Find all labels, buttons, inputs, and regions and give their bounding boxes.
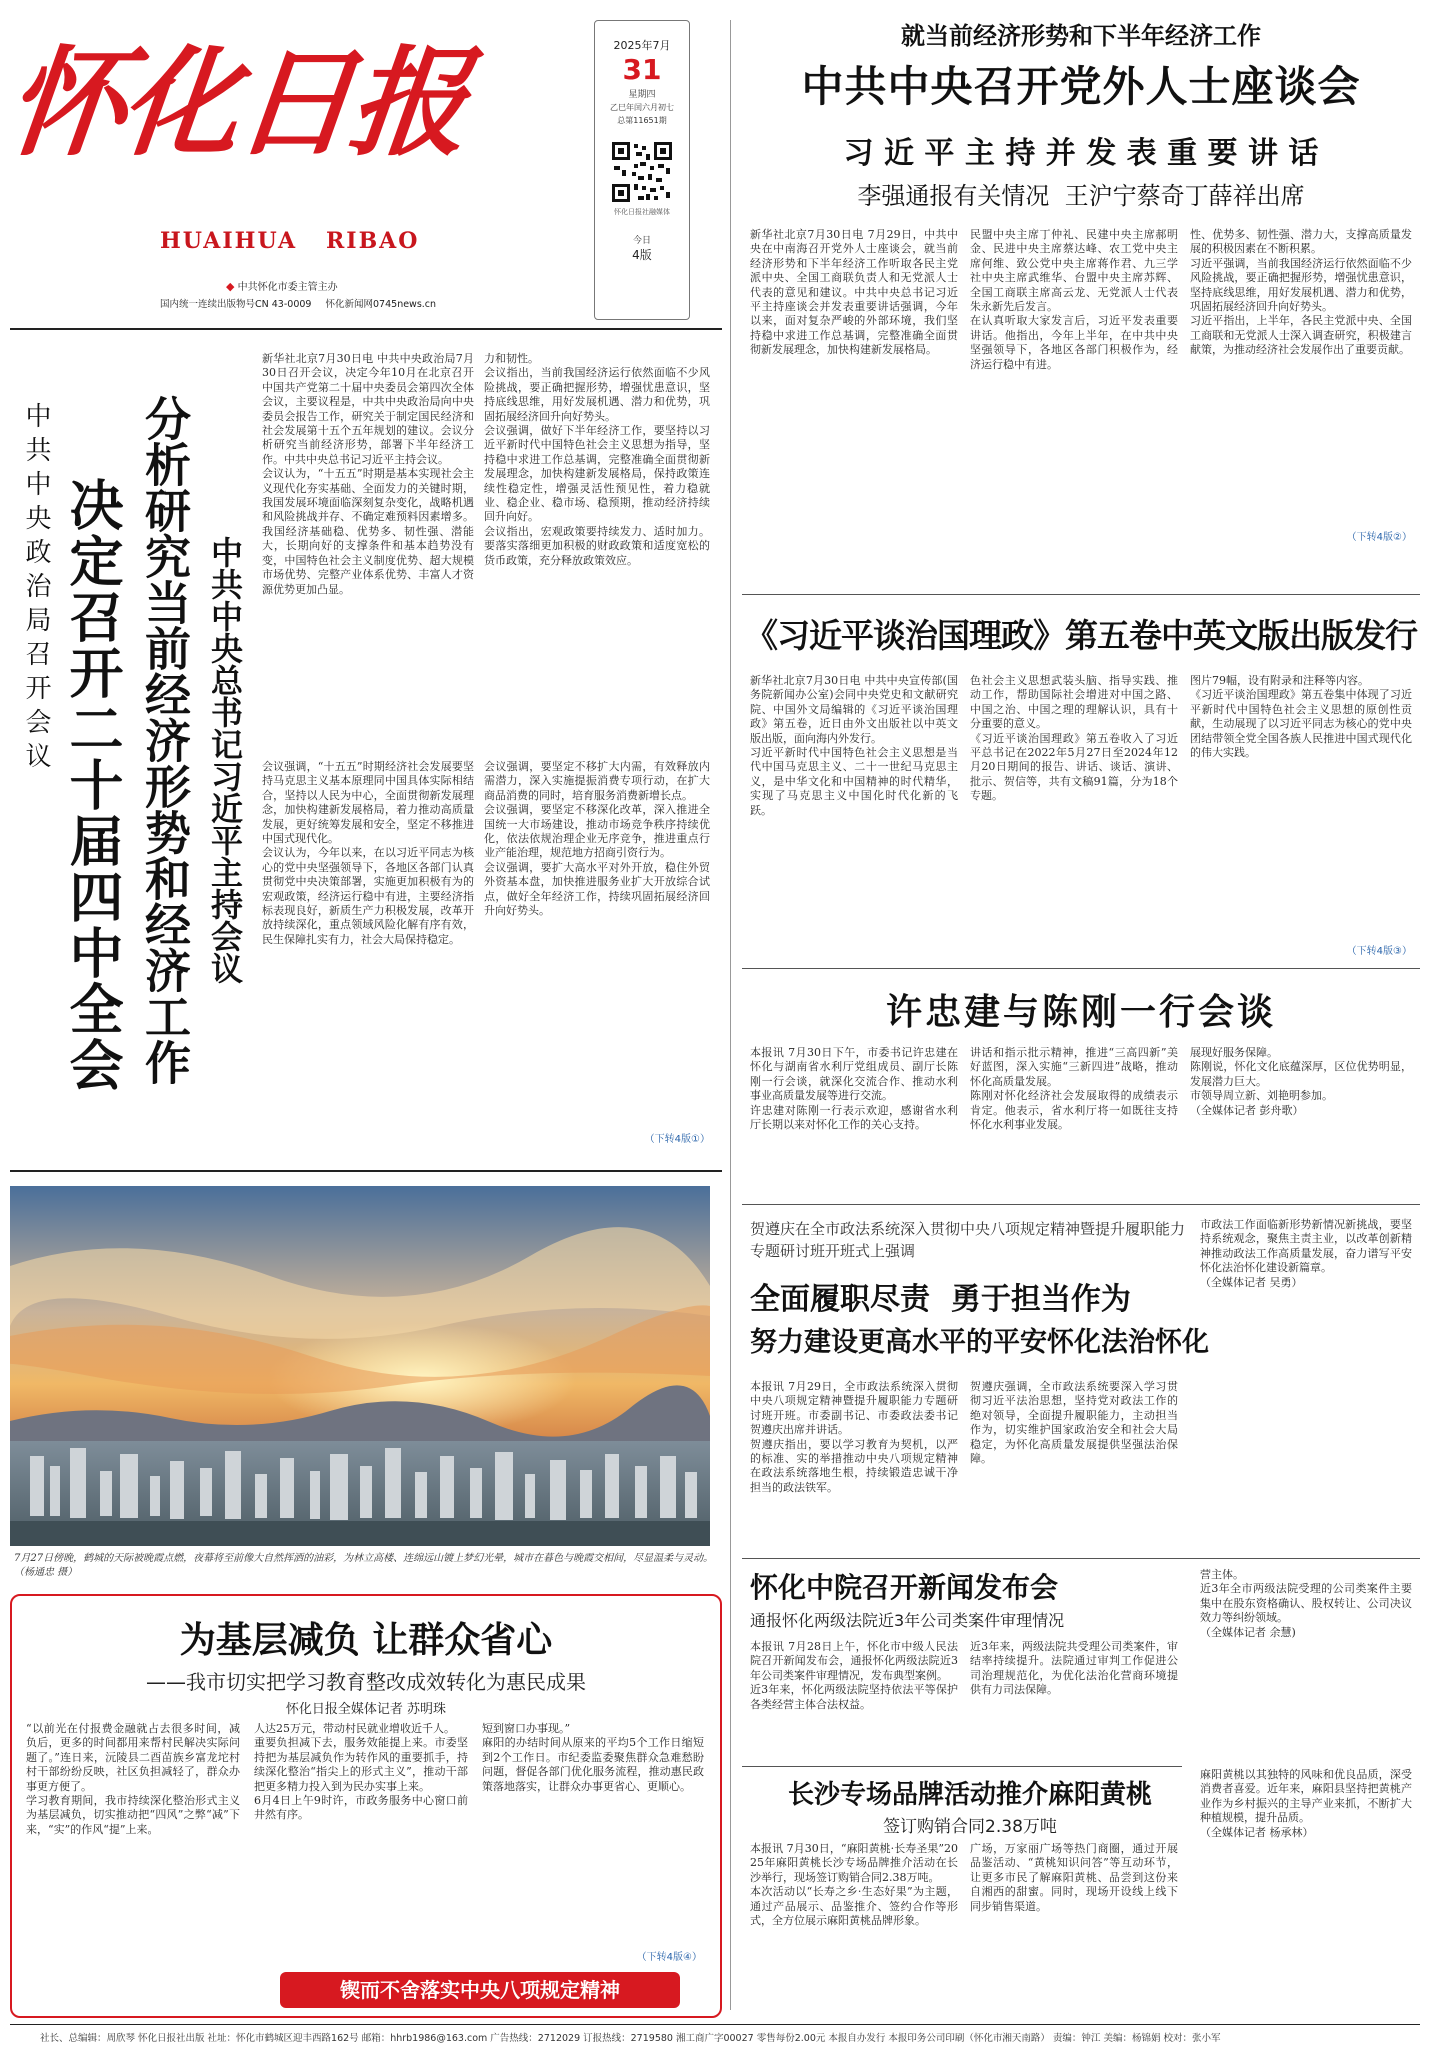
photo-caption	[14, 1552, 714, 1580]
rule-after-legal	[742, 1558, 1420, 1559]
court-body-col2: 近3年来，两级法院共受理公司类案件，审结率持续提升。法院通过审判工作促进公司治理规范化，为优化法治化营商环境提供有力司法保障。	[970, 1640, 1178, 1697]
lead-body-col4: 会议强调，要坚定不移扩大内需，有效释放内需潜力，深入实施提振消费专项行动，在扩大商品消费的同时，培育服务消费新增长点。 会议强调，要坚定不移深化改革，深入推进全国统一大市场建设，推动市场竞争秩序持续优化，依法依规治理企业无序竞争，推进重点行业产能治理，规范地方招商引资行为。 会议强调，要扩大高水平对外开放，稳住外贸外资基本盘，加快推进服务业扩大开放综合试点，做好全年经济工作，持续巩固拓展经济回升向好势头。	[484, 760, 710, 918]
footer-rule	[10, 2024, 1420, 2025]
sponsor-icon: ◆	[226, 280, 235, 293]
photo-caption-text: 7月27日傍晚，鹤城的天际被晚霞点燃，夜幕将至前像大自然挥洒的油彩，为林立高楼、连绵远山镀上梦幻光晕，城市在暮色与晚霞交相间，尽显温柔与灵动。	[14, 1553, 714, 1564]
court-headline: 怀化中院召开新闻发布会	[750, 1571, 1059, 1604]
sponsor-line	[226, 278, 338, 293]
meeting-body-col1: 本报讯 7月30日下午，市委书记许忠建在怀化与湖南省水利厅党组成员、副厅长陈刚一行会谈，就深化交流合作、推动水利事业高质量发展等进行交流。 许忠建对陈刚一行表示欢迎，感谢省水利厅长期以来对怀化工作的关心支持。	[750, 1046, 958, 1132]
sunset-cityscape-image	[10, 1186, 710, 1546]
peach-body-col1: 本报讯 7月30日，“麻阳黄桃·长寿圣果”2025年麻阳黄桃长沙专场品牌推介活动在长沙举行，现场签订购销合同2.38万吨。 本次活动以“长寿之乡·生态好果”为主题，通过产品展示、品鉴推介、签约合作等形式，全方位展示麻阳黄桃品牌形象。	[750, 1842, 958, 1928]
rule-after-symposium	[742, 594, 1420, 595]
book-headline: 《习近平谈治国理政》第五卷中英文版出版发行	[745, 616, 1417, 655]
legal-kicker: 贺遵庆在全市政法系统深入贯彻中央八项规定精神暨提升履职能力专题研讨班开班式上强调	[750, 1220, 1186, 1260]
meeting-body-col3: 展现好服务保障。 陈刚说，怀化文化底蕴深厚，区位优势明显，发展潜力巨大。 市领导周立新、刘艳明参加。 （全媒体记者 彭舟歌）	[1190, 1046, 1412, 1117]
court-article	[742, 1564, 1420, 1764]
lead-turn-link[interactable]: （下转4版①）	[644, 1134, 710, 1145]
date-box	[594, 20, 690, 320]
symposium-article	[742, 16, 1420, 546]
column-divider-main	[730, 20, 731, 2010]
peach-body-col3: 麻阳黄桃以其独特的风味和优良品质，深受消费者喜爱。近年来，麻阳县坚持把黄桃产业作为乡村振兴的主导产业来抓，不断扩大种植规模，提升品质。 （全媒体记者 杨承林）	[1200, 1768, 1412, 1839]
photo-credit: （杨通忠 摄）	[14, 1567, 78, 1578]
legal-body-col3: 市政法工作面临新形势新情况新挑战，要坚持系统观念，聚焦主责主业，以改革创新精神推动政法工作高质量发展，奋力谱写平安怀化法治怀化建设新篇章。 （全媒体记者 吴勇）	[1200, 1218, 1412, 1289]
symposium-subhead2: 李强通报有关情况 王沪宁蔡奇丁薛祥出席	[857, 182, 1305, 210]
book-body-col1: 新华社北京7月30日电 中共中央宣传部(国务院新闻办公室)会同中央党史和文献研究院、中国外文局编辑的《习近平谈治国理政》第五卷，近日由外文出版社以中英文版出版，面向海内外发行。 习近平新时代中国特色社会主义思想是当代中国马克思主义、二十一世纪马克思主义，是中华文化和中国精神的时代精华，实现了马克思主义中国化时代化新的飞跃。	[750, 674, 958, 817]
feature-subhead: ——我市切实把学习教育整改成效转化为惠民成果	[146, 1670, 586, 1694]
lead-article	[10, 340, 722, 1150]
legal-body-col2: 贺遵庆强调，全市政法系统要深入学习贯彻习近平法治思想，坚持党对政法工作的绝对领导，全面提升履职能力，主动担当作为，切实维护国家政治安全和社会大局稳定，为怀化高质量发展提供坚强法治保障。	[970, 1380, 1178, 1466]
meeting-body-col2: 讲话和指示批示精神，推进“三高四新”美好蓝图，深入实施“三新四进”战略，推动怀化高质量发展。 陈刚对怀化经济社会发展取得的成绩表示肯定。他表示，省水利厅将一如既往支持怀化水利事业发展。	[970, 1046, 1178, 1132]
meeting-headline: 许忠建与陈刚一行会谈	[885, 991, 1276, 1033]
symposium-headline: 中共中央召开党外人士座谈会	[801, 62, 1361, 111]
today-label: 今日	[632, 236, 651, 246]
page-count: 4版	[632, 248, 652, 262]
symposium-body-col2: 民盟中央主席丁仲礼、民建中央主席郝明金、民进中央主席蔡达峰、农工党中央主席何维、致公党中央主席蒋作君、九三学社中央主席武维华、台盟中央主席苏辉、全国工商联主席高云龙、无党派人士代表朱永新先后发言。 在认真听取大家发言后，习近平发表重要讲话。他指出，今年上半年，在中共中央坚强领导下，各地区各部门积极作为，经济运行稳中有进。	[970, 228, 1178, 371]
peach-subhead: 签订购销合同2.38万吨	[883, 1817, 1057, 1837]
legal-article	[742, 1212, 1420, 1552]
qr-code[interactable]	[610, 140, 674, 204]
symposium-kicker: 就当前经济形势和下半年经济工作	[901, 21, 1261, 50]
lead-body-col1: 新华社北京7月30日电 中共中央政治局7月30日召开会议，决定今年10月在北京召开中国共产党第二十届中央委员会第四次全体会议，主要议程是，中共中央政治局向中央委员会报告工作，研究关于制定国民经济和社会发展第十五个五年规划的建议。会议分析研究当前经济形势，部署下半年经济工作。中共中央总书记习近平主持会议。 会议认为，“十五五”时期是基本实现社会主义现代化夯实基础、全面发力的关键时期，我国发展环境面临深刻复杂变化，战略机遇和风险挑战并存、不确定难预料因素增多。我国经济基础稳、优势多、韧性强、潜能大，长期向好的支撑条件和基本趋势没有变，中国特色社会主义制度优势、超大规模市场优势、完整产业体系优势、丰富人才资源优势更加凸显。	[262, 352, 474, 596]
lead-headline-main: 决定召开二十届四中全会	[61, 477, 125, 1093]
lead-body-col3: 力和韧性。 会议指出，当前我国经济运行依然面临不少风险挑战，要正确把握形势，增强忧患意识，坚持底线思维，用好发展机遇、潜力和优势，巩固拓展经济回升向好势头。 会议强调，做好下半年经济工作，要坚持以习近平新时代中国特色社会主义思想为指导，坚持稳中求进工作总基调，完整准确全面贯彻新发展理念，加快构建新发展格局，保持政策连续性稳定性，增强灵活性预见性，着力稳就业、稳企业、稳市场、稳预期，推动经济持续回升向好。 会议指出，宏观政策要持续发力、适时加力。要落实落细更加积极的财政政策和适度宽松的货币政策，充分释放政策效应。	[484, 352, 710, 567]
rule-after-court	[742, 1766, 1182, 1767]
court-subhead: 通报怀化两级法院近3年公司类案件审理情况	[750, 1611, 1065, 1630]
book-body-col3: 图片79幅，设有附录和注释等内容。 《习近平谈治国理政》第五卷集中体现了习近平新时代中国特色社会主义思想的原创性贡献，生动展现了以习近平同志为核心的党中央团结带领全党全国各族人民推进中国式现代化的伟大实践。	[1190, 674, 1412, 760]
footer-imprint: 社长、总编辑：周欣琴 怀化日报社出版 社址：怀化市鹤城区迎丰西路162号 邮箱：hhrb1986@163.com 广告热线：2712029 订报热线：2719580 湘工商广字00027 零售每份2.00元 本报自办发行 本报印务公司印刷（怀化市湘天南路） 责编：钟江 美编：杨锦娟 校对：张小军	[40, 2033, 1221, 2044]
newspaper-logo[interactable]: 怀化日报	[0, 33, 472, 172]
year-month: 2025年7月	[613, 39, 671, 52]
newspaper-pinyin: HUAIHUA RIBAO	[160, 228, 420, 254]
symposium-body-col3: 性、优势多、韧性强、潜力大，支撑高质量发展的积极因素在不断积累。 习近平强调，当前我国经济运行依然面临不少风险挑战，要正确把握形势，增强忧患意识，坚持底线思维，用好发展机遇、潜力和优势，巩固拓展经济回升向好势头。 习近平指出，上半年，各民主党派中央、全国工商联和无党派人士深入调查研究，积极建言献策，为推动经济社会发展作出了重要贡献。	[1190, 228, 1412, 357]
lead-body-col2: 会议强调，“十五五”时期经济社会发展要坚持马克思主义基本原理同中国具体实际相结合，坚持以人民为中心，全面贯彻新发展理念，加快构建新发展格局，着力推动高质量发展，更好统筹发展和安全，坚定不移推进中国式现代化。 会议认为，今年以来，在以习近平同志为核心的党中央坚强领导下，各地区各部门认真贯彻党中央决策部署，实施更加积极有为的宏观政策，经济运行稳中有进，主要经济指标表现良好，新质生产力积极发展，改革开放持续深化，重点领域风险化解有序有效，民生保障扎实有力，社会大局保持稳定。	[262, 760, 474, 946]
publication-numbers	[160, 296, 436, 310]
rule-after-meeting	[742, 1204, 1420, 1205]
feature-box	[10, 1594, 722, 2018]
lead-headline-sub: 分析研究当前经济形势和经济工作	[138, 395, 192, 1085]
feature-body-col2: 人达25万元，带动村民就业增收近千人。 重要负担减下去，服务效能提上来。市委坚持把为基层减负作为转作风的重要抓手，持续深化整治“指尖上的形式主义”，推动干部把更多精力投入到为民办实事上来。 6月4日上午9时许，市政务服务中心窗口前井然有序。	[254, 1722, 468, 1822]
book-turn-link[interactable]: （下转4版③）	[1346, 946, 1412, 957]
court-body-col3: 营主体。 近3年全市两级法院受理的公司类案件主要集中在股东资格确认、股权转让、公司决议效力等纠纷领域。 （全媒体记者 余慧)	[1200, 1568, 1412, 1639]
rule-after-book	[742, 968, 1420, 969]
court-body-col1: 本报讯 7月28日上午，怀化市中级人民法院召开新闻发布会，通报怀化两级法院近3年公司类案件审理情况，发布典型案例。 近3年来，怀化两级法院坚持依法平等保护各类经营主体合法权益。	[750, 1640, 958, 1711]
masthead-divider	[10, 328, 722, 330]
peach-body-col2: 广场，万家丽广场等热门商圈，通过开展品鉴活动、“黄桃知识问答”等互动环节，让更多市民了解麻阳黄桃、品尝到这份来自湘西的甜蜜。同时，现场开设线上线下同步销售渠道。	[970, 1842, 1178, 1913]
meeting-article	[742, 976, 1420, 1196]
legal-headline-a: 全面履职尽责 勇于担当作为	[750, 1282, 1131, 1317]
symposium-turn-link[interactable]: （下转4版②）	[1346, 532, 1412, 543]
peach-article	[742, 1768, 1420, 2018]
masthead	[0, 0, 740, 330]
feature-body-col3: 短到窗口办事现。” 麻阳的办结时间从原来的平均5个工作日缩短到2个工作日。市纪委监委聚焦群众急难愁盼问题，督促各部门优化服务流程，推动惠民政策落地落实，让群众办事更省心、更顺心。	[482, 1722, 704, 1793]
book-article	[742, 602, 1420, 962]
website[interactable]: 怀化新闻网0745news.cn	[325, 299, 437, 310]
weekday: 星期四	[628, 90, 656, 100]
symposium-subhead: 习 近 平 主 持 并 发 表 重 要 讲 话	[843, 136, 1319, 171]
issue-total: 总第11651期	[617, 116, 667, 125]
cn-number: 国内统一连续出版物号CN 43-0009	[160, 299, 312, 310]
lead-kicker: 中共中央政治局召开会议	[21, 402, 51, 776]
feature-headline: 为基层减负 让群众省心	[179, 1619, 553, 1661]
peach-headline: 长沙专场品牌活动推介麻阳黄桃	[787, 1780, 1152, 1810]
book-body-col2: 色社会主义思想武装头脑、指导实践、推动工作，帮助国际社会增进对中国之路、中国之治、中国之理的理解认识，具有十分重要的意义。 《习近平谈治国理政》第五卷收入了习近平总书记在2022年5月27日至2024年12月20日期间的报告、讲话、谈话、演讲、批示、贺信等，共有文稿91篇，分为18个专题。	[970, 674, 1178, 803]
feature-banner[interactable]	[280, 1972, 680, 2008]
lead-bottom-rule	[10, 1170, 722, 1172]
feature-body-col1: “以前光在付报费金融就占去很多时间，减负后，更多的时间都用来帮村民解决实际问题了。”连日来，沅陵县二酉苗族乡富龙坨村村干部纷纷反映，社区负担减轻了，群众办事更方便了。 学习教育期间，我市持续深化整治形式主义为基层减负，切实推动把“四风”之弊“减”下来，“实”的作风“提”上来。	[26, 1722, 240, 1836]
lunar-date: 乙巳年闰六月初七	[610, 103, 674, 112]
legal-headline-b: 努力建设更高水平的平安怀化法治怀化	[750, 1327, 1209, 1358]
day-number: 31	[622, 53, 662, 86]
feature-byline: 怀化日报全媒体记者 苏明珠	[285, 1702, 447, 1717]
feature-turn-link[interactable]: （下转4版④）	[636, 1952, 702, 1963]
symposium-body-col1: 新华社北京7月30日电 7月29日，中共中央在中南海召开党外人士座谈会，就当前经济形势和下半年经济工作听取各民主党派中央、全国工商联负责人和无党派人士代表的意见和建议。中共中央总书记习近平主持座谈会并发表重要讲话强调，今年以来，面对复杂严峻的外部环境，我们坚持稳中求进工作总基调，完整准确全面贯彻新发展理念，加快构建新发展格局。	[750, 228, 958, 357]
legal-body-col1: 本报讯 7月29日，全市政法系统深入贯彻中央八项规定精神暨提升履职能力专题研讨班开班。市委副书记、市委政法委书记贺遵庆出席并讲话。 贺遵庆指出，要以学习教育为契机，以严的标准、实的举措推动中央八项规定精神在政法系统落地生根，持续锻造忠诚干净担当的政法铁军。	[750, 1380, 958, 1494]
sponsor-text: 中共怀化市委主管主办	[237, 282, 338, 293]
sunset-photo[interactable]	[10, 1186, 710, 1546]
feature-banner-text: 锲而不舍落实中央八项规定精神	[340, 1978, 620, 2002]
qr-code-icon	[610, 140, 674, 204]
lead-headline-chair: 中共中央总书记习近平主持会议	[206, 536, 244, 984]
qr-caption: 怀化日报社融媒体	[614, 208, 670, 216]
